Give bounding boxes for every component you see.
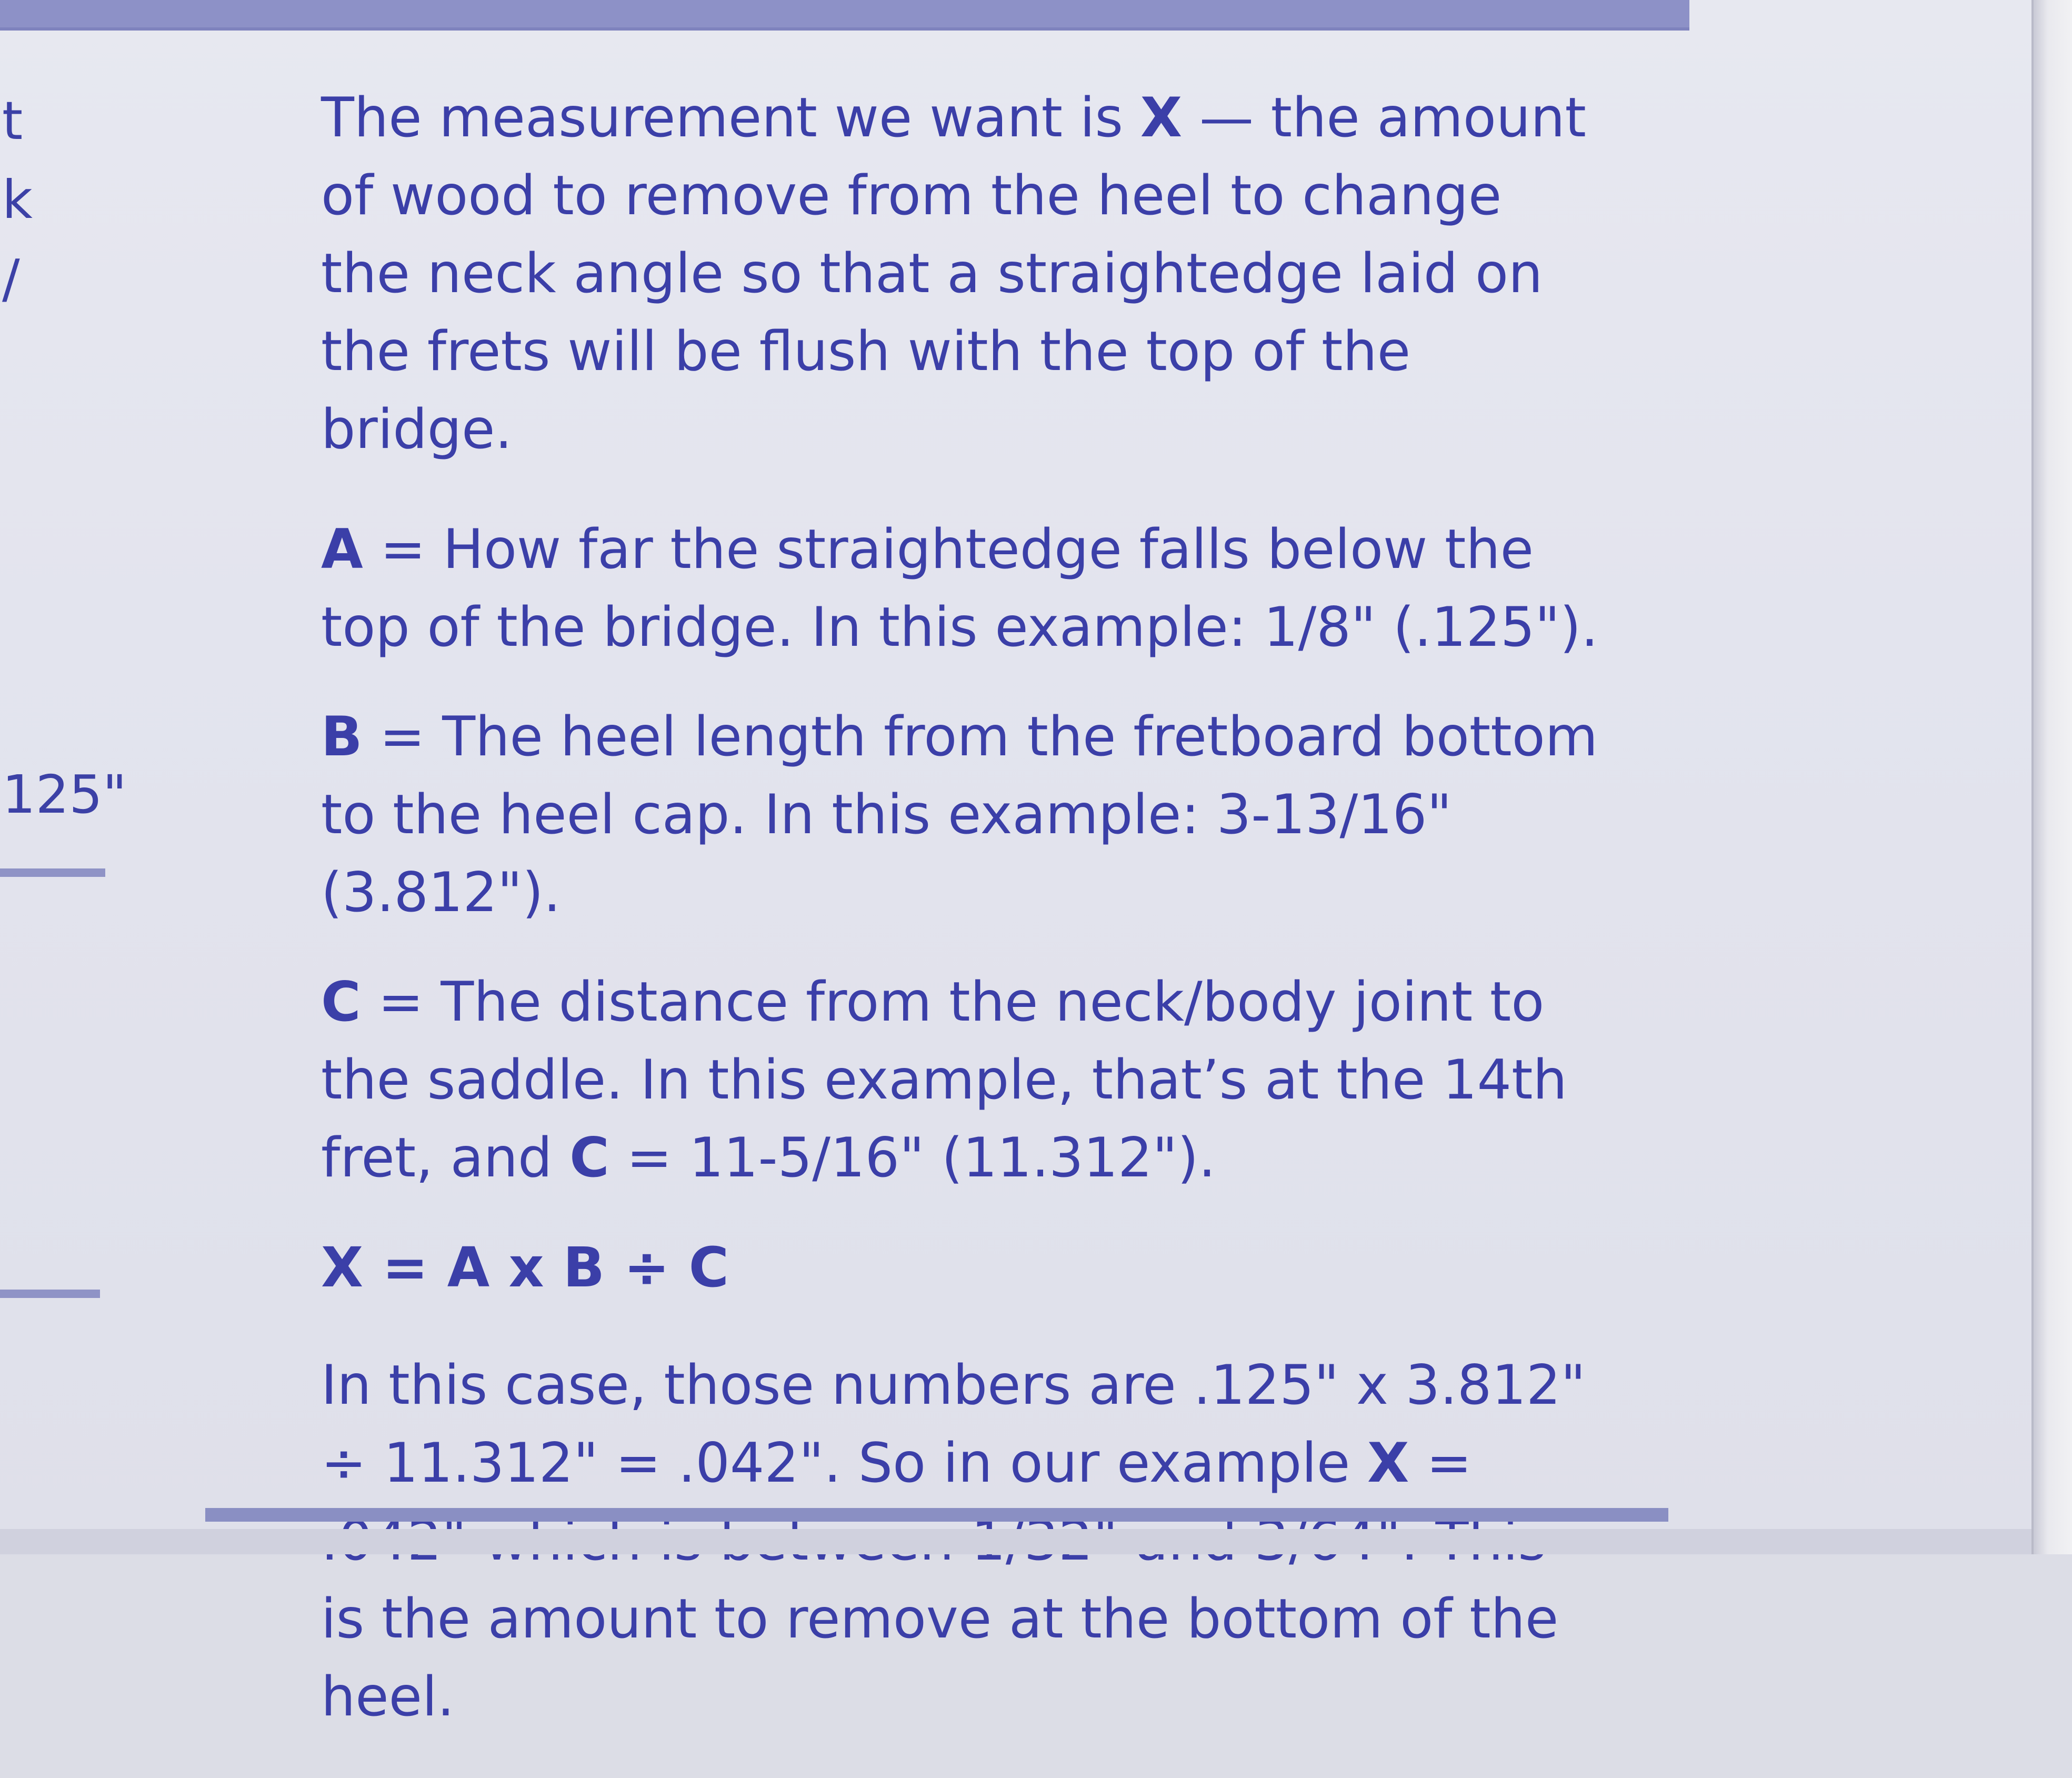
left-column-fragment: t xyxy=(2,90,23,152)
variable-a: A xyxy=(321,518,363,581)
definition-c: C = The distance from the neck/body joint to the saddle. In this example, that’s at the 14th fret, and C = 11-5/16" (11.312"). xyxy=(321,971,1567,1190)
left-column-rule xyxy=(0,1290,100,1298)
left-column-fragment: 125" xyxy=(2,764,127,825)
result-paragraph: In this case, those numbers are .125" x 3.812" ÷ 11.312" = .042". So in our example X = is the amount to remove at the bottom of the heel. xyxy=(321,1354,1586,1729)
variable-b: B xyxy=(321,705,363,768)
variable-x: X xyxy=(1367,1432,1409,1495)
page-edge xyxy=(2031,0,2072,1554)
bottom-rule xyxy=(205,1508,1668,1522)
variable-c: C xyxy=(569,1126,609,1190)
definition-b: B = The heel length from the fretboard bottom to the heel cap. In this example: 3-13/16" (3.812"). xyxy=(321,705,1598,924)
formula: X = A x B ÷ C xyxy=(321,1235,729,1300)
left-column-fragment: / xyxy=(2,248,20,309)
left-column-rule xyxy=(0,868,105,877)
definition-a: A = How far the straightedge falls below the top of the bridge. In this example: 1/8" (.125"). xyxy=(321,518,1598,659)
variable-c: C xyxy=(321,971,361,1034)
top-rule xyxy=(0,0,1689,31)
article-body xyxy=(321,79,1605,1778)
variable-x: X xyxy=(1140,86,1183,149)
page-bottom xyxy=(0,1529,2031,1554)
intro-paragraph: The measurement we want is X — the amount of wood to remove from the heel to change the neck angle so that a straightedge laid on the frets will be flush with the top of the bridge. xyxy=(321,86,1586,461)
left-column-fragment: k xyxy=(2,169,33,231)
